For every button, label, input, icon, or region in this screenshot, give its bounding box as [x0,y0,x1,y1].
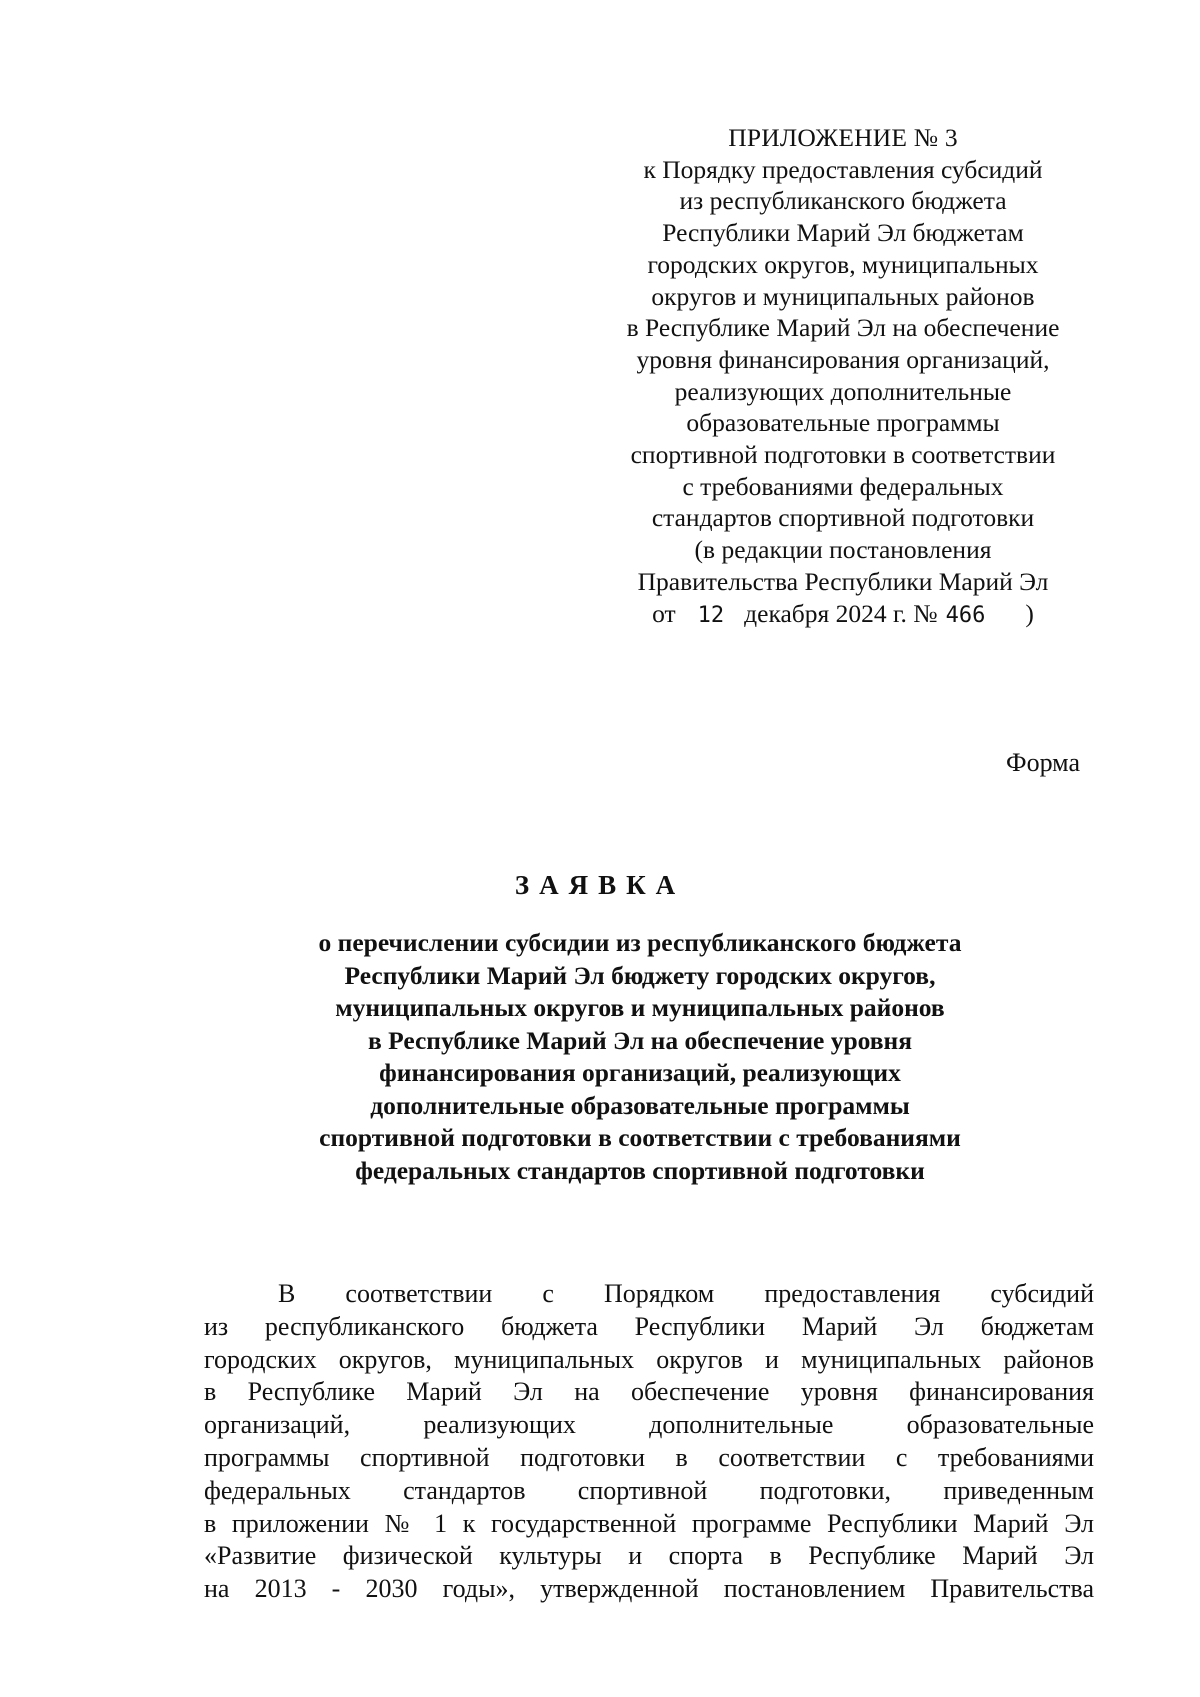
document-title: ЗАЯВКА [514,870,686,900]
resolution-day: 12 [697,602,725,628]
subtitle-line: дополнительные образовательные программы [370,1090,910,1120]
subtitle-line: финансирования организаций, реализующих [379,1058,901,1087]
subtitle-line: спортивной подготовки в соответствии с требованиями [319,1123,961,1152]
subtitle-line: в Республике Марий Эл на обеспечение уровня [367,1025,913,1055]
document-subtitle [200,927,1080,1187]
appendix-line: (в редакции постановления [694,535,992,565]
subtitle-line: муниципальных округов и муниципальных районов [335,993,945,1022]
appendix-line: к Порядку предоставления субсидий [643,154,1043,184]
appendix-line: с требованиями федеральных [682,471,1004,501]
subtitle-line: о перечислении субсидии из республиканского бюджета [318,928,962,957]
appendix-line: из республиканского бюджета [679,186,1007,216]
appendix-line: городских округов, муниципальных [647,249,1039,279]
appendix-line: в Республике Марий Эл на обеспечение [626,313,1060,343]
appendix-line: уровня финансирования организаций, [636,344,1050,374]
body-line: в приложении № 1 к государственной программе Республики Марий Эл [204,1508,1094,1538]
subtitle-line: Республики Марий Эл бюджету городских округов, [344,960,936,990]
resolution-number: 466 [945,602,986,628]
date-prefix: от [652,598,676,628]
body-line: «Развитие физической культуры и спорта в Республике Марий Эл [204,1541,1094,1571]
appendix-line: Правительства Республики Марий Эл [637,566,1049,596]
appendix-line: стандартов спортивной подготовки [651,503,1035,533]
appendix-line: спортивной подготовки в соответствии [630,440,1056,470]
form-label: Форма [1006,748,1080,777]
appendix-title: ПРИЛОЖЕНИЕ № 3 [728,123,958,152]
appendix-line: образовательные программы [686,408,1000,438]
appendix-header [608,122,1078,631]
body-line: на 2013 - 2030 годы», утвержденной постановлением Правительства [204,1574,1094,1604]
body-line: федеральных стандартов спортивной подготовки, приведенным [204,1475,1094,1505]
body-line: городских округов, муниципальных округов и муниципальных районов [204,1344,1094,1374]
body-line: программы спортивной подготовки в соответствии с требованиями [204,1442,1094,1472]
closing-paren: ) [1025,598,1034,628]
body-paragraph [204,1278,1094,1606]
resolution-month-year: декабря 2024 г. № [744,598,938,628]
appendix-line: реализующих дополнительные [674,376,1012,406]
body-line: из республиканского бюджета Республики Марий Эл бюджетам [204,1311,1094,1341]
body-line: в Республике Марий Эл на обеспечение уровня финансирования [204,1377,1094,1407]
resolution-date-line [608,598,1078,632]
subtitle-line: федеральных стандартов спортивной подготовки [355,1155,925,1185]
appendix-line: округов и муниципальных районов [651,281,1035,311]
appendix-line: Республики Марий Эл бюджетам [662,218,1024,248]
body-line: В соответствии с Порядком предоставления субсидий [278,1279,1094,1308]
body-line: организаций, реализующих дополнительные образовательные [204,1410,1094,1440]
